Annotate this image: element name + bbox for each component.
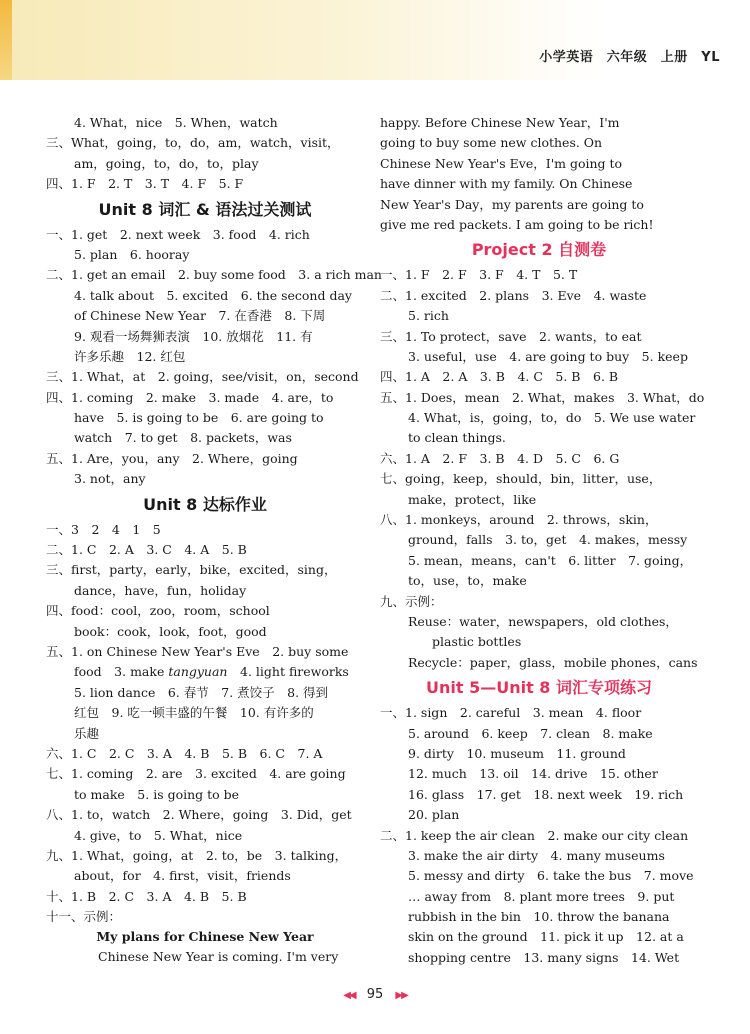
answer-line: 4. What，is，going，to，do 5. We use water xyxy=(408,410,696,426)
answer-line: 3. make the air dirty 4. many museums xyxy=(408,847,665,863)
answer-line: watch 7. to get 8. packets，was xyxy=(74,430,292,446)
answer-line: 乐趣 xyxy=(74,725,100,741)
header-spine xyxy=(0,0,12,80)
answer-line: 四、food：cool，zoo，room，school xyxy=(46,603,270,619)
answer-line: 七、going，keep，should，bin，litter，use， xyxy=(380,471,662,487)
left-column xyxy=(46,113,382,968)
answer-line: of Chinese New Year 7. 在香港 8. 下周 xyxy=(74,308,326,324)
answer-line: rubbish in the bin 10. throw the banana xyxy=(408,909,670,925)
answer-line: 二、1. C 2. A 3. C 4. A 5. B xyxy=(46,542,247,558)
answer-line: 20. plan xyxy=(408,807,460,823)
answer-line: 三、What，going，to，do，am，watch，visit， xyxy=(46,135,340,151)
page-number: 95 xyxy=(366,987,384,1002)
answer-line: 二、1. keep the air clean 2. make our city clean xyxy=(380,827,689,843)
answer-line: 二、1. get an email 2. buy some food 3. a rich man xyxy=(46,267,382,283)
answer-line: 5. mean，means，can't 6. litter 7. going， xyxy=(408,552,693,568)
answer-line: 4. What，nice 5. When，watch xyxy=(74,115,278,130)
answer-line: book：cook，look，foot，good xyxy=(74,623,267,639)
answer-line: 5. around 6. keep 7. clean 8. make xyxy=(408,725,653,741)
answer-line: 一、3 2 4 1 5 xyxy=(46,521,161,537)
answer-line: 5. rich xyxy=(408,308,449,324)
answer-line: Chinese New Year is coming. I'm very xyxy=(98,949,339,965)
answer-line: 16. glass 17. get 18. next week 19. rich xyxy=(408,786,684,802)
answer-line: 七、1. coming 2. are 3. excited 4. are going xyxy=(46,766,346,782)
prev-arrows-icon: ◀◀ xyxy=(343,990,355,1001)
answer-line: 四、1. F 2. T 3. T 4. F 5. F xyxy=(46,176,244,192)
answer-line: 许多乐趣 12. 红包 xyxy=(74,348,186,364)
answer-line: 八、1. to，watch 2. Where，going 3. Did，get xyxy=(46,807,352,823)
answer-line: 三、first，party，early，bike，excited，sing， xyxy=(46,562,337,578)
answer-line: skin on the ground 11. pick it up 12. at a xyxy=(408,929,684,945)
answer-line: 3. not，any xyxy=(74,471,146,487)
answer-line: 五、1. Does，mean 2. What，makes 3. What，do xyxy=(380,389,705,405)
answer-line: plastic bottles xyxy=(432,634,522,650)
section-title: Project 2 自测卷 xyxy=(471,240,607,260)
header-band xyxy=(0,0,750,80)
answer-line: 九、1. What，going，at 2. to，be 3. talking， xyxy=(46,847,348,863)
answer-line: 5. messy and dirty 6. take the bus 7. move xyxy=(408,868,694,884)
answer-line: Reuse：water，newspapers，old clothes， xyxy=(408,613,678,629)
answer-line: 一、1. sign 2. careful 3. mean 4. floor xyxy=(380,705,642,721)
answer-line: 红包 9. 吃一顿丰盛的午餐 10. 有许多的 xyxy=(74,705,314,721)
answer-line: 5. lion dance 6. 春节 7. 煮饺子 8. 得到 xyxy=(74,684,329,700)
section-title: Unit 5—Unit 8 词汇专项练习 xyxy=(425,678,652,698)
answer-line: 六、1. A 2. F 3. B 4. D 5. C 6. G xyxy=(380,450,620,466)
answer-line: make，protect，like xyxy=(408,491,537,507)
answer-line: 一、1. F 2. F 3. F 4. T 5. T xyxy=(380,267,578,283)
answer-line: 九、示例： xyxy=(380,593,443,609)
answer-line: 4. talk about 5. excited 6. the second day xyxy=(74,287,352,303)
answer-line: 五、1. Are，you，any 2. Where，going xyxy=(46,450,298,466)
answer-line: to，use，to，make xyxy=(408,573,527,589)
answer-line: going to buy some new clothes. On xyxy=(380,135,603,151)
answer-line: Recycle：paper，glass，mobile phones，cans xyxy=(408,654,698,670)
answer-line: … away from 8. plant more trees 9. put xyxy=(408,888,675,904)
answer-line: Chinese New Year's Eve，I'm going to xyxy=(380,155,623,171)
answer-line: about，for 4. first，visit，friends xyxy=(74,868,291,884)
answer-line: have 5. is going to be 6. are going to xyxy=(74,410,324,426)
answer-line: New Year's Day，my parents are going to xyxy=(380,196,644,212)
answer-line: 5. plan 6. hooray xyxy=(74,246,190,262)
answer-line: am，going，to，do，to，play xyxy=(74,155,259,171)
answer-line: 9. dirty 10. museum 11. ground xyxy=(408,745,626,761)
answer-line: have dinner with my family. On Chinese xyxy=(380,176,633,192)
answer-line: 12. much 13. oil 14. drive 15. other xyxy=(408,766,658,782)
answer-line: to clean things. xyxy=(408,430,506,446)
answer-line: 五、1. on Chinese New Year's Eve 2. buy some xyxy=(46,643,349,659)
answer-line: 二、1. excited 2. plans 3. Eve 4. waste xyxy=(380,287,647,303)
answer-line: 四、1. A 2. A 3. B 4. C 5. B 6. B xyxy=(380,369,619,385)
header-label: 小学英语 六年级 上册 YL xyxy=(539,50,720,65)
answer-line: 三、1. What，at 2. going，see/visit，on，second xyxy=(46,369,359,385)
page-footer xyxy=(0,987,750,1007)
section-title: Unit 8 达标作业 xyxy=(143,494,267,514)
answer-line: 八、1. monkeys，around 2. throws，skin， xyxy=(380,512,658,528)
answer-line: to make 5. is going to be xyxy=(74,786,240,802)
section-title: Unit 8 词汇 & 语法过关测试 xyxy=(98,199,312,219)
answer-line: give me red packets. I am going to be rich! xyxy=(380,216,654,232)
answer-line: shopping centre 13. many signs 14. Wet xyxy=(408,949,680,965)
answer-line: 4. give，to 5. What，nice xyxy=(74,827,243,843)
answer-line: 一、1. get 2. next week 3. food 4. rich xyxy=(46,226,310,242)
answer-line: 十一、示例： xyxy=(46,909,122,925)
answer-line: 六、1. C 2. C 3. A 4. B 5. B 6. C 7. A xyxy=(46,745,323,761)
answer-line: 9. 观看一场舞狮表演 10. 放烟花 11. 有 xyxy=(74,328,313,344)
answer-line: happy. Before Chinese New Year，I'm xyxy=(380,115,620,130)
answer-line: ground，falls 3. to，get 4. makes，messy xyxy=(408,532,688,548)
answer-line: dance，have，fun，holiday xyxy=(74,582,247,598)
next-arrows-icon: ▶▶ xyxy=(395,990,407,1001)
answer-line: 十、1. B 2. C 3. A 4. B 5. B xyxy=(46,888,247,904)
answer-line: 3. useful，use 4. are going to buy 5. keep xyxy=(408,348,688,364)
answer-line: food 3. make tangyuan 4. light fireworks xyxy=(74,664,349,680)
right-column xyxy=(380,113,705,968)
essay-title: My plans for Chinese New Year xyxy=(96,929,314,945)
answer-line: 四、1. coming 2. make 3. made 4. are，to xyxy=(46,389,334,405)
answer-line: 三、1. To protect，save 2. wants，to eat xyxy=(380,328,642,344)
